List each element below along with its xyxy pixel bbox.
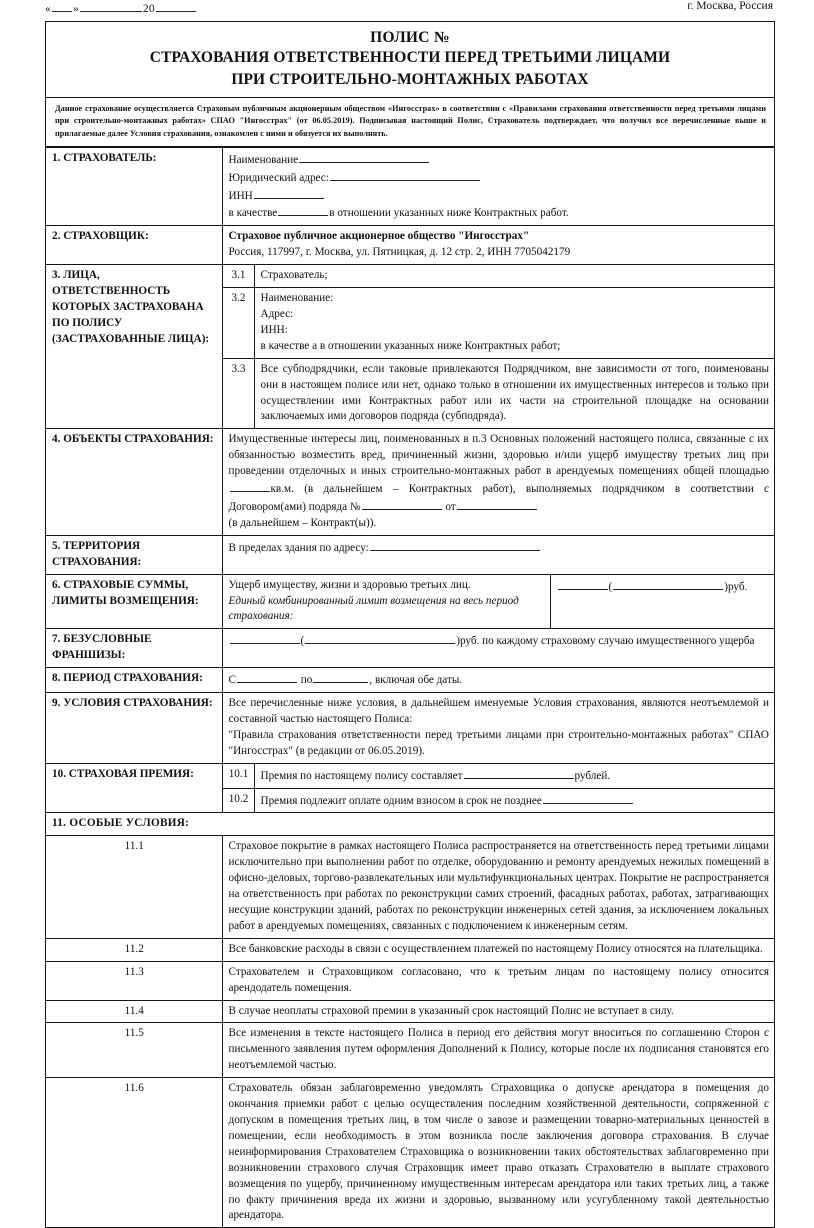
table-row-deductible bbox=[46, 629, 774, 668]
section-6-amount: ( )руб. bbox=[550, 574, 774, 629]
objects-text-part3: от bbox=[445, 500, 456, 513]
item-number-11-6: 11.6 bbox=[46, 1078, 222, 1228]
document-header-line bbox=[45, 0, 775, 22]
insured-inn-blank[interactable] bbox=[254, 187, 324, 199]
objects-contract-number-blank[interactable] bbox=[362, 498, 442, 510]
item-number-11-1: 11.1 bbox=[46, 836, 222, 938]
table-row-period bbox=[46, 668, 774, 693]
objects-text-part2: кв.м. (в дальнейшем – Контрактных работ), выполняемых подрядчиком в соответствии с Договором(ами) подряда № bbox=[228, 483, 770, 513]
item-3-2-content bbox=[254, 288, 774, 359]
item-11-2-content: Все банковские расходы в связи с осуществлением платежей по настоящему Полису относятся на плательщика. bbox=[222, 938, 774, 961]
table-row-insured bbox=[46, 147, 774, 226]
conditions-paragraph-2: "Правила страхования ответственности перед третьими лицами при строительно-монтажных работах" СПАО "Ингосстрах" (в редакции от 06.05.2019). bbox=[228, 728, 770, 757]
conditions-paragraph-1: Все перечисленные ниже условия, в дальнейшем именуемые Условия страхования, являются неотъемлемой и составной частью настоящего Полиса: bbox=[228, 697, 770, 725]
section-5-label: 5. ТЕРРИТОРИЯ СТРАХОВАНИЯ: bbox=[46, 535, 222, 574]
table-row-special-1 bbox=[46, 836, 774, 938]
date-quote-open: « bbox=[45, 3, 51, 15]
item-11-3-content: Страхователем и Страховщиком согласовано, что к третьим лицам по настоящему полису относится арендодатель помещения. bbox=[222, 961, 774, 1000]
policy-title-line2: СТРАХОВАНИЯ ОТВЕТСТВЕННОСТИ ПЕРЕД ТРЕТЬИМИ ЛИЦАМИ bbox=[149, 49, 671, 67]
section-4-content bbox=[222, 429, 774, 535]
section-1-content bbox=[222, 147, 774, 226]
date-year-blank[interactable] bbox=[156, 0, 196, 12]
date-month-blank[interactable] bbox=[80, 0, 142, 12]
deductible-figures-blank[interactable] bbox=[230, 632, 300, 644]
section-4-label: 4. ОБЪЕКТЫ СТРАХОВАНИЯ: bbox=[46, 429, 222, 535]
section-7-label: 7. БЕЗУСЛОВНЫЕ ФРАНШИЗЫ: bbox=[46, 629, 222, 668]
premium-amount-unit: рублей. bbox=[574, 769, 611, 782]
item-number-10-2: 10.2 bbox=[222, 788, 254, 813]
section-5-content bbox=[222, 535, 774, 574]
policy-title-line3: ПРИ СТРОИТЕЛЬНО-МОНТАЖНЫХ РАБОТАХ bbox=[231, 70, 589, 88]
objects-text-part1: Имущественные интересы лиц, поименованных в п.3 Основных положений настоящего полиса, связанные с их обязанностью возместить вред, причиненный жизни, здоровью и/или ущерб имуществу третьих лиц при проведении отделочных и иных строительно-монтажных работ в арендуемых помещениях общей площадью bbox=[228, 433, 770, 478]
insured-address-row bbox=[229, 169, 770, 187]
objects-text-part4: (в дальнейшем – Контракт(ы)). bbox=[228, 516, 377, 529]
table-row-special-3 bbox=[46, 961, 774, 1000]
date-quote-close: » bbox=[72, 3, 79, 15]
territory-address-blank[interactable] bbox=[370, 539, 540, 551]
premium-amount-blank[interactable] bbox=[464, 767, 574, 779]
intro-paragraph: Данное страхование осуществляется Страховым публичным акционерным обществом «Ингосстрах» в соответствии с «Правилами страхования ответственности перед третьими лицами при строительно-монтажных работах» СПАО "Ингосстрах" (от 06.05.2019). Подписывая настоящий Полис, Страхователь подтверждает, что получил все перечисленные выше и прилагаемые далее Условия страхования, ознакомлен с ними и обязуется их выполнять. bbox=[46, 98, 774, 147]
table-row-premium-1 bbox=[46, 763, 774, 788]
city-label: г. Москва, Россия bbox=[687, 0, 773, 12]
insured-inn-label: ИНН bbox=[228, 189, 253, 202]
title-block bbox=[46, 22, 774, 98]
section-8-content bbox=[222, 668, 774, 693]
section-7-content: ( )руб. по каждому страховому случаю имущественного ущерба bbox=[222, 629, 774, 668]
premium-amount-label: Премия по настоящему полису составляет bbox=[260, 769, 463, 782]
sums-line2: Единый комбинированный лимит возмещения на весь период страхования: bbox=[228, 594, 519, 623]
insurer-company-name: Страховое публичное акционерное общество "Ингосстрах" bbox=[228, 230, 530, 243]
date-field bbox=[45, 0, 197, 15]
covered-inn-label: ИНН: bbox=[260, 323, 288, 336]
deductible-words-blank[interactable] bbox=[305, 632, 455, 644]
item-number-11-4: 11.4 bbox=[46, 1000, 222, 1023]
item-10-1-content bbox=[254, 763, 774, 788]
deductible-suffix: )руб. по каждому страховому случаю имущественного ущерба bbox=[456, 635, 755, 648]
item-number-10-1: 10.1 bbox=[222, 763, 254, 788]
period-to-label: по bbox=[300, 674, 313, 687]
section-8-label: 8. ПЕРИОД СТРАХОВАНИЯ: bbox=[46, 668, 222, 693]
sum-amount-figures-blank[interactable] bbox=[558, 578, 608, 590]
objects-contract-date-blank[interactable] bbox=[457, 498, 537, 510]
period-to-blank[interactable] bbox=[313, 671, 368, 683]
table-row-insurer bbox=[46, 226, 774, 265]
section-11-label: 11. ОСОБЫЕ УСЛОВИЯ: bbox=[46, 813, 774, 836]
item-11-4-content: В случае неоплаты страховой премии в указанный срок настоящий Полис не вступает в силу. bbox=[222, 1000, 774, 1023]
item-11-1-content: Страховое покрытие в рамках настоящего Полиса распространяется на ответственность перед третьими лицами исключительно при выполнении работ по отделке, оборудованию и ремонту арендуемых нежилых помещений в офисно-деловых, торгово-развлекательных или мультифункциональных центрах. Покрытие не распространяется на ответственность при работах по реконструкции самих строений, фасадных работах, работах, затрагивающих несущие конструкции зданий, работах по реконструкции инженерных сетей здания, за исключением локальных работ в арендуемых помещениях, связанных с подключением к инженерным сетям. bbox=[222, 836, 774, 938]
period-tail: , включая обе даты. bbox=[369, 674, 463, 687]
policy-frame bbox=[45, 21, 775, 1228]
insured-name-blank[interactable] bbox=[299, 151, 429, 163]
insurer-address: Россия, 117997, г. Москва, ул. Пятницкая, д. 12 стр. 2, ИНН 7705042179 bbox=[228, 246, 571, 259]
insured-capacity-row bbox=[229, 204, 770, 222]
policy-title-line1: ПОЛИС № bbox=[370, 29, 450, 46]
date-year-prefix: 20 bbox=[142, 3, 155, 15]
table-row-covered-persons-1 bbox=[46, 265, 774, 288]
section-1-label: 1. СТРАХОВАТЕЛЬ: bbox=[46, 147, 222, 226]
section-9-label: 9. УСЛОВИЯ СТРАХОВАНИЯ: bbox=[46, 693, 222, 764]
table-row-special-6 bbox=[46, 1078, 774, 1228]
sum-amount-suffix: )руб. bbox=[724, 580, 748, 593]
covered-name-label: Наименование: bbox=[260, 292, 334, 305]
insured-capacity-tail: в отношении указанных ниже Контрактных работ. bbox=[329, 207, 569, 220]
insured-capacity-blank[interactable] bbox=[278, 204, 328, 216]
section-9-content bbox=[222, 693, 774, 764]
section-2-content bbox=[222, 226, 774, 265]
table-row-objects bbox=[46, 429, 774, 535]
item-11-5-content: Все изменения в тексте настоящего Полиса в период его действия могут вноситься по соглашению Сторон с письменного заявления путем оформления Дополнений к Полису, которые после их подписания становятся его неотъемлемой частью. bbox=[222, 1023, 774, 1078]
policy-table bbox=[46, 147, 774, 1228]
table-row-special-4 bbox=[46, 1000, 774, 1023]
item-number-3-2: 3.2 bbox=[222, 288, 254, 359]
section-10-label: 10. СТРАХОВАЯ ПРЕМИЯ: bbox=[46, 763, 222, 813]
insured-name-row bbox=[229, 151, 770, 169]
item-number-3-3: 3.3 bbox=[222, 358, 254, 429]
item-number-3-1: 3.1 bbox=[222, 265, 254, 288]
insured-address-blank[interactable] bbox=[330, 169, 480, 181]
table-row-special-2 bbox=[46, 938, 774, 961]
section-6-label: 6. СТРАХОВЫЕ СУММЫ, ЛИМИТЫ ВОЗМЕЩЕНИЯ: bbox=[46, 574, 222, 629]
section-6-content bbox=[222, 574, 550, 629]
sum-amount-words-blank[interactable] bbox=[613, 578, 723, 590]
territory-label: В пределах здания по адресу: bbox=[228, 541, 369, 554]
table-row-territory bbox=[46, 535, 774, 574]
table-row-special-5 bbox=[46, 1023, 774, 1078]
item-3-1-content: Страхователь; bbox=[254, 265, 774, 288]
item-10-2-content bbox=[254, 788, 774, 813]
table-row-conditions bbox=[46, 693, 774, 764]
period-from-label: С bbox=[228, 674, 236, 687]
item-3-3-content: Все субподрядчики, если таковые привлекаются Подрядчиком, вне зависимости от того, поименованы они в настоящем полисе или нет, однако только в отношении их имущественных интересов и только при осуществлении ими Контрактных работ или их части на строительной площадке на основании заключаемых ими договоров подряда (субподряда). bbox=[254, 358, 774, 429]
covered-address-label: Адрес: bbox=[260, 308, 294, 321]
date-day-blank[interactable] bbox=[52, 0, 72, 12]
table-row-sums bbox=[46, 574, 774, 629]
table-row-special-header bbox=[46, 813, 774, 836]
section-2-label: 2. СТРАХОВЩИК: bbox=[46, 226, 222, 265]
item-11-6-content: Страхователь обязан заблаговременно уведомлять Страховщика о допуске арендатора в помещения до окончания приемки работ с целью осуществления последним хозяйственной деятельности, сопряженной с допуском в помещения третьих лиц, в том числе о завозе и размещении товарно-материальных ценностей в помещении, если необходимость в этом возникла после заключения договора страхования. В случае неинформирования Страхователем Страховщика о возникновении таких обстоятельствах заблаговременно при возникновении страхового случая Страховщик имеет право отказать Страхователю в выплате страхового возмещения по ущербу, причиненному имущественным интересам арендатора или таких третьих лиц, а также по факту причинения вреда их жизни и здоровью, вызванному или усугубленному такой деятельностью арендатора. bbox=[222, 1078, 774, 1228]
item-number-11-5: 11.5 bbox=[46, 1023, 222, 1078]
sums-line1: Ущерб имуществу, жизни и здоровью третьих лиц. bbox=[228, 578, 471, 591]
period-from-blank[interactable] bbox=[237, 671, 297, 683]
premium-due-label: Премия подлежит оплате одним взносом в срок не позднее bbox=[260, 794, 542, 807]
insured-address-label: Юридический адрес: bbox=[228, 171, 329, 184]
item-number-11-2: 11.2 bbox=[46, 938, 222, 961]
section-3-label: 3. ЛИЦА, ОТВЕТСТВЕННОСТЬ КОТОРЫХ ЗАСТРАХОВАНА ПО ПОЛИСУ (ЗАСТРАХОВАННЫЕ ЛИЦА): bbox=[46, 265, 222, 429]
insured-name-label: Наименование bbox=[228, 153, 299, 166]
insured-inn-row bbox=[229, 187, 770, 205]
premium-due-blank[interactable] bbox=[543, 792, 633, 804]
insured-capacity-label: в качестве bbox=[228, 207, 278, 220]
item-number-11-3: 11.3 bbox=[46, 961, 222, 1000]
covered-capacity-label: в качестве а в отношении указанных ниже Контрактных работ; bbox=[260, 339, 561, 352]
objects-area-blank[interactable] bbox=[230, 480, 270, 492]
